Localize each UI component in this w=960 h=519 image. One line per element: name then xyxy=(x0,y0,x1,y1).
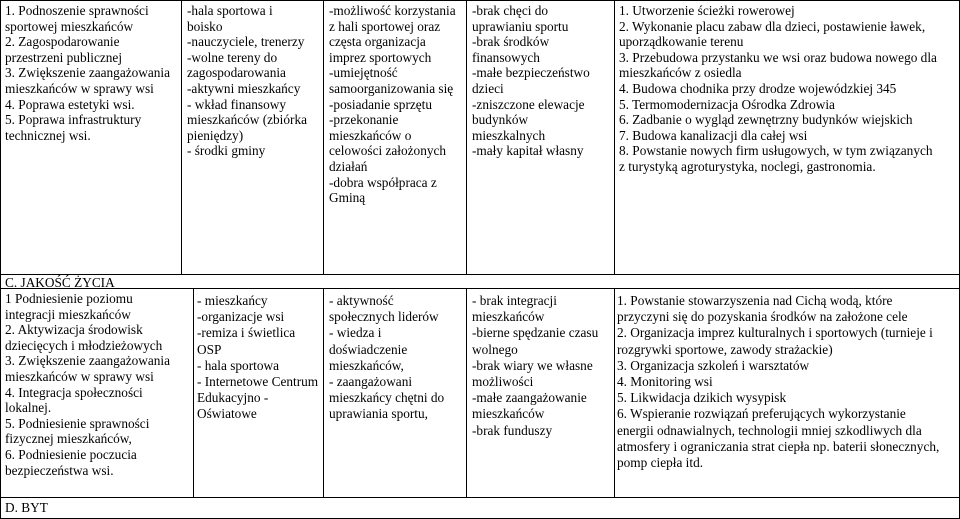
text-line: -hala sportowa i xyxy=(187,3,273,18)
text-line: -aktywni mieszkańcy xyxy=(187,80,301,96)
text-line: częsta organizacja xyxy=(329,34,426,50)
text-line: - Internetowe Centrum xyxy=(197,374,319,390)
text-line: 3. Zwiększenie zaangażowania xyxy=(5,353,171,369)
text-line: - aktywność xyxy=(329,293,394,308)
text-line: 4. Integracja społeczności xyxy=(5,384,143,400)
text-line: 3. Zwiększenie zaangażowania xyxy=(5,65,171,81)
row2-strengths-cell xyxy=(329,293,444,423)
text-line: 6. Podniesienie poczucia xyxy=(5,446,137,462)
text-line: 4. Monitoring wsi xyxy=(617,374,713,390)
text-line: boisko xyxy=(187,18,223,34)
text-line: -przekonanie xyxy=(329,112,399,128)
text-line: z hali sportowej oraz xyxy=(329,18,441,34)
text-line: doświadczenie xyxy=(329,341,408,357)
col-separator xyxy=(323,288,324,497)
col-separator xyxy=(466,0,467,274)
text-line: dziecięcych i młodzieżowych xyxy=(5,337,163,353)
row2-goals-cell xyxy=(5,291,170,478)
row2-actions-cell xyxy=(617,293,939,471)
text-line: lokalnej. xyxy=(5,400,52,416)
text-line: 4. Budowa chodnika przy drodze wojewódzkiej 345 xyxy=(619,80,897,96)
text-line: -małe zaangażowanie xyxy=(472,390,587,406)
text-line: finansowych xyxy=(472,49,540,65)
text-line: uprawianiu sportu xyxy=(472,18,569,34)
text-line: mieszkańców xyxy=(472,309,545,325)
text-line: 2. Wykonanie placu zabaw dla dzieci, postawienie ławek, xyxy=(619,18,926,34)
text-line: OSP xyxy=(197,341,222,357)
col-separator xyxy=(614,288,615,497)
text-line: -wolne tereny do xyxy=(187,49,278,65)
text-line: 5. Poprawa infrastruktury xyxy=(5,112,142,128)
col-separator xyxy=(614,0,615,274)
text-line: - wkład finansowy xyxy=(187,96,286,112)
text-line: mieszkańców w sprawy wsi xyxy=(5,368,154,384)
col-separator xyxy=(181,0,182,274)
text-line: 1. Powstanie stowarzyszenia nad Cichą wodą, które xyxy=(617,293,893,308)
text-line: sportowej mieszkańców xyxy=(5,18,134,34)
text-line: -małe bezpieczeństwo xyxy=(472,65,590,81)
text-line: mieszkańców (zbiórka xyxy=(187,112,307,128)
row2-weaknesses-cell xyxy=(472,293,598,439)
text-line: 2. Aktywizacja środowisk xyxy=(5,322,143,338)
text-line: - brak integracji xyxy=(472,293,557,308)
text-line: -dobra współpraca z xyxy=(329,174,437,190)
text-line: -brak środków xyxy=(472,34,550,50)
col-separator xyxy=(193,288,194,497)
text-line: mieszkalnych xyxy=(472,127,546,143)
text-line: 2. Organizacja imprez kulturalnych i sportowych (turnieje i xyxy=(617,325,933,341)
col-separator xyxy=(0,0,1,519)
text-line: przyczyni się do pozyskania środków na założone cele xyxy=(617,309,908,325)
text-line: 3. Przebudowa przystanku we wsi oraz budowa nowego dla xyxy=(619,49,937,65)
row1-weaknesses-cell xyxy=(472,3,590,159)
text-line: mieszkańców xyxy=(472,406,545,422)
text-line: pieniędzy) xyxy=(187,127,244,143)
text-line: -bierne spędzanie czasu xyxy=(472,325,599,341)
text-line: - zaangażowani xyxy=(329,374,413,390)
text-line: rozgrywki sportowe, zawody strażackie) xyxy=(617,341,833,357)
text-line: uporządkowanie terenu xyxy=(619,34,744,50)
text-line: społecznych liderów xyxy=(329,309,439,325)
text-line: mieszkańców, xyxy=(329,357,404,373)
text-line: -posiadanie sprzętu xyxy=(329,96,433,112)
text-line: 6. Wspieranie rozwiązań preferujących wykorzystanie xyxy=(617,406,906,422)
table-border-top xyxy=(0,0,960,1)
row-separator xyxy=(0,497,960,498)
text-line: -możliwość korzystania xyxy=(329,3,456,18)
row2-resources-cell xyxy=(197,293,318,423)
text-line: zagospodarowania xyxy=(187,65,286,81)
text-line: -nauczyciele, trenerzy xyxy=(187,34,305,50)
row-separator xyxy=(0,288,960,289)
section-header-byt: D. BYT xyxy=(5,500,48,515)
text-line: przestrzeni publicznej xyxy=(5,49,123,65)
text-line: atmosfery i ograniczania strat ciepła np. baterii słonecznych, xyxy=(617,438,940,454)
text-line: fizycznej mieszkańców, xyxy=(5,431,132,447)
text-line: technicznej wsi. xyxy=(5,127,91,143)
text-line: mieszkańców o xyxy=(329,127,412,143)
col-separator xyxy=(466,288,467,497)
text-line: Oświatowe xyxy=(197,406,257,422)
text-line: energii odnawialnych, technologii mniej szkodliwych dla xyxy=(617,422,922,438)
text-line: 8. Powstanie nowych firm usługowych, w tym związanych xyxy=(619,143,933,159)
text-line: 3. Organizacja szkoleń i warsztatów xyxy=(617,357,810,373)
text-line: - środki gminy xyxy=(187,143,266,159)
text-line: budynków xyxy=(472,112,529,128)
row1-actions-cell xyxy=(619,3,937,175)
text-line: integracji mieszkańców xyxy=(5,306,131,322)
text-line: mieszkańców w sprawy wsi xyxy=(5,80,154,96)
text-line: imprez sportowych xyxy=(329,49,432,65)
text-line: -zniszczone elewacje xyxy=(472,96,585,112)
text-line: bezpieczeństwa wsi. xyxy=(5,462,114,478)
row1-resources-cell xyxy=(187,3,307,159)
text-line: - hala sportowa xyxy=(197,357,279,373)
text-line: dzieci xyxy=(472,80,504,96)
text-line: Edukacyjno - xyxy=(197,390,269,406)
text-line: 2. Zagospodarowanie xyxy=(5,34,120,50)
section-header-quality-of-life: C. JAKOŚĆ ŻYCIA xyxy=(5,275,115,290)
text-line: 5. Podniesienie sprawności xyxy=(5,415,150,431)
text-line: Gminą xyxy=(329,190,366,206)
text-line: 1 Podniesienie poziomu xyxy=(5,291,133,306)
text-line: -mały kapitał własny xyxy=(472,143,584,159)
row1-goals-cell xyxy=(5,3,170,143)
text-line: 6. Zadbanie o wygląd zewnętrzny budynków wiejskich xyxy=(619,112,913,128)
text-line: celowości założonych xyxy=(329,143,447,159)
text-line: mieszkańcy chętni do xyxy=(329,390,445,406)
row-separator xyxy=(0,274,960,275)
text-line: samoorganizowania się xyxy=(329,80,454,96)
text-line: mieszkańców z osiedla xyxy=(619,65,742,81)
text-line: 5. Termomodernizacja Ośrodka Zdrowia xyxy=(619,96,835,112)
text-line: -umiejętność xyxy=(329,65,398,81)
text-line: uprawiania sportu, xyxy=(329,406,428,422)
text-line: 4. Poprawa estetyki wsi. xyxy=(5,96,135,112)
text-line: -brak chęci do xyxy=(472,3,549,18)
text-line: - wiedza i xyxy=(329,325,382,341)
text-line: -remiza i świetlica xyxy=(197,325,296,341)
text-line: -organizacje wsi xyxy=(197,309,285,325)
text-line: możliwości xyxy=(472,374,534,390)
text-line: - mieszkańcy xyxy=(197,293,268,308)
text-line: wolnego xyxy=(472,341,518,357)
text-line: działań xyxy=(329,158,368,174)
text-line: 1. Utworzenie ścieżki rowerowej xyxy=(619,3,795,18)
text-line: 1. Podnoszenie sprawności xyxy=(5,3,149,18)
text-line: z turystyką agroturystyka, noclegi, gastronomia. xyxy=(619,158,876,174)
text-line: 7. Budowa kanalizacji dla całej wsi xyxy=(619,127,808,143)
col-separator xyxy=(323,0,324,274)
text-line: -brak wiary we własne xyxy=(472,357,593,373)
text-line: pomp ciepła itd. xyxy=(617,455,704,471)
text-line: -brak funduszy xyxy=(472,422,553,438)
row1-strengths-cell xyxy=(329,3,456,206)
text-line: 5. Likwidacja dzikich wysypisk xyxy=(617,390,787,406)
